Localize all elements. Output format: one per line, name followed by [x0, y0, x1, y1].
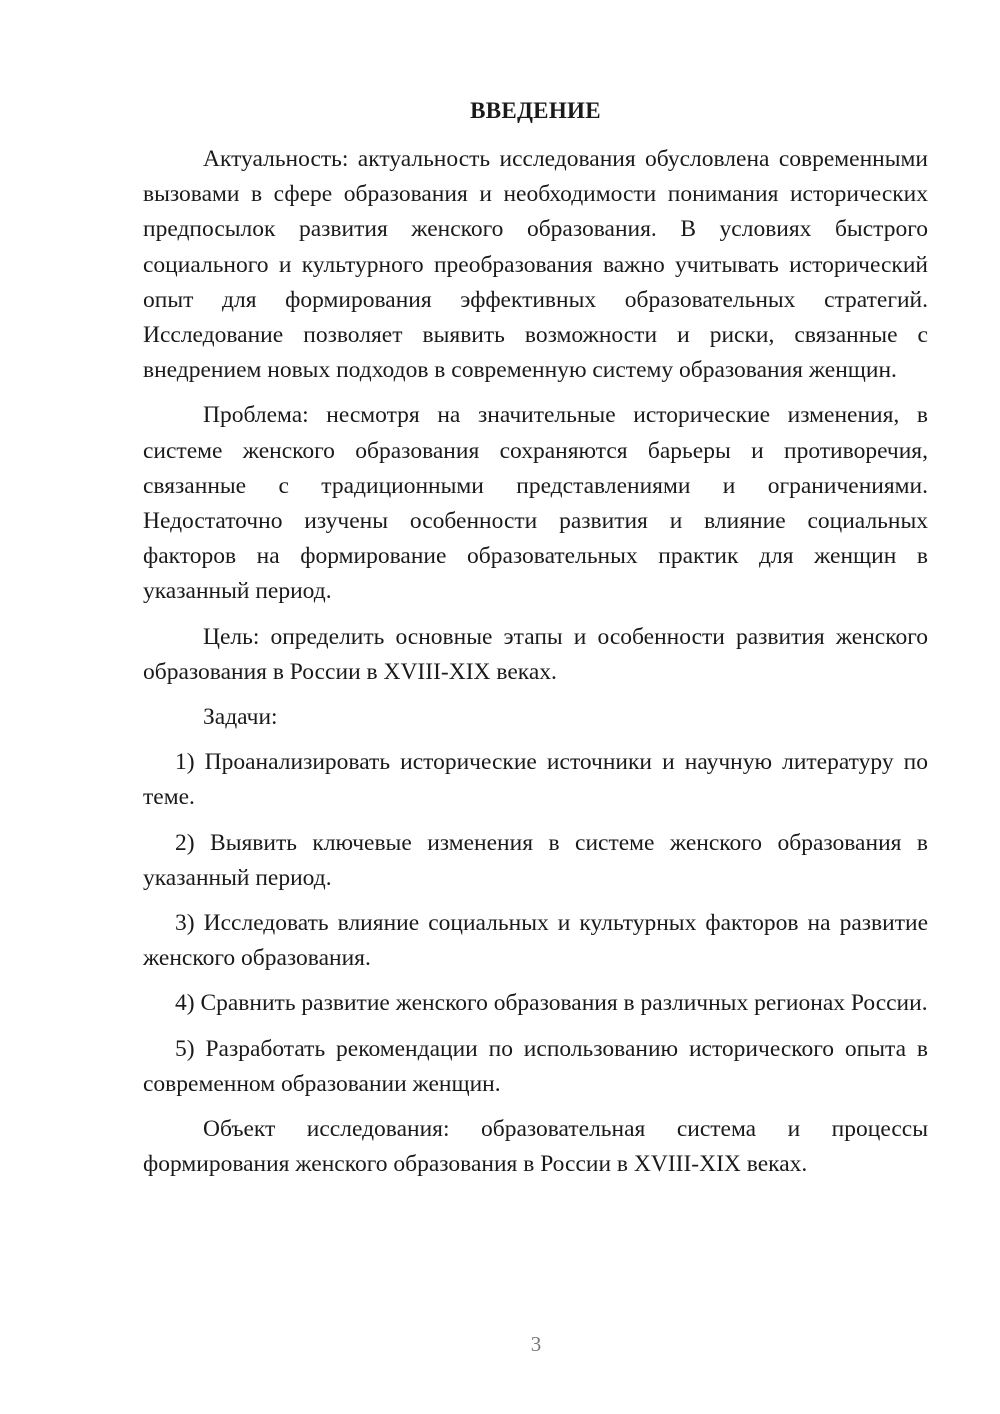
- task-item-3: 3) Исследовать влияние социальных и культурных факторов на развитие женского образования.: [143, 910, 928, 972]
- task-item-5: 5) Разработать рекомендации по использованию исторического опыта в современном образовании женщин.: [143, 1035, 928, 1097]
- relevance-paragraph: Актуальность: актуальность исследования обусловлена современными вызовами в сфере образования и необходимости понимания исторических предпосылок развития женского образования. В условиях быстрого социального и культурного преобразования важно учитывать исторический опыт для формирования эффективных образовательных стратегий. Исследование позволяет выявить возможности и риски, связанные с внедрением новых подходов в современную систему образования женщин.: [143, 146, 928, 384]
- object-paragraph: Объект исследования: образовательная система и процессы формирования женского образования в России в XVIII-XIX веках.: [143, 1116, 928, 1178]
- task-item-4: 4) Сравнить развитие женского образования в различных регионах России.: [175, 990, 928, 1017]
- task-item-1: 1) Проанализировать исторические источники и научную литературу по теме.: [143, 749, 928, 811]
- goal-paragraph: Цель: определить основные этапы и особенности развития женского образования в России в XVIII-XIX веках.: [143, 623, 928, 685]
- section-title: ВВЕДЕНИЕ: [470, 98, 601, 123]
- page-content: [143, 94, 928, 1192]
- tasks-heading: Задачи:: [203, 704, 278, 731]
- page-number: 3: [530, 1332, 542, 1356]
- problem-paragraph: Проблема: несмотря на значительные исторические изменения, в системе женского образования сохраняются барьеры и противоречия, связанные с традиционными представлениями и ограничениями. Недостаточно изучены особенности развития и влияние социальных факторов на формирование образовательных практик для женщин в указанный период.: [143, 402, 928, 605]
- task-item-2: 2) Выявить ключевые изменения в системе женского образования в указанный период.: [143, 829, 928, 891]
